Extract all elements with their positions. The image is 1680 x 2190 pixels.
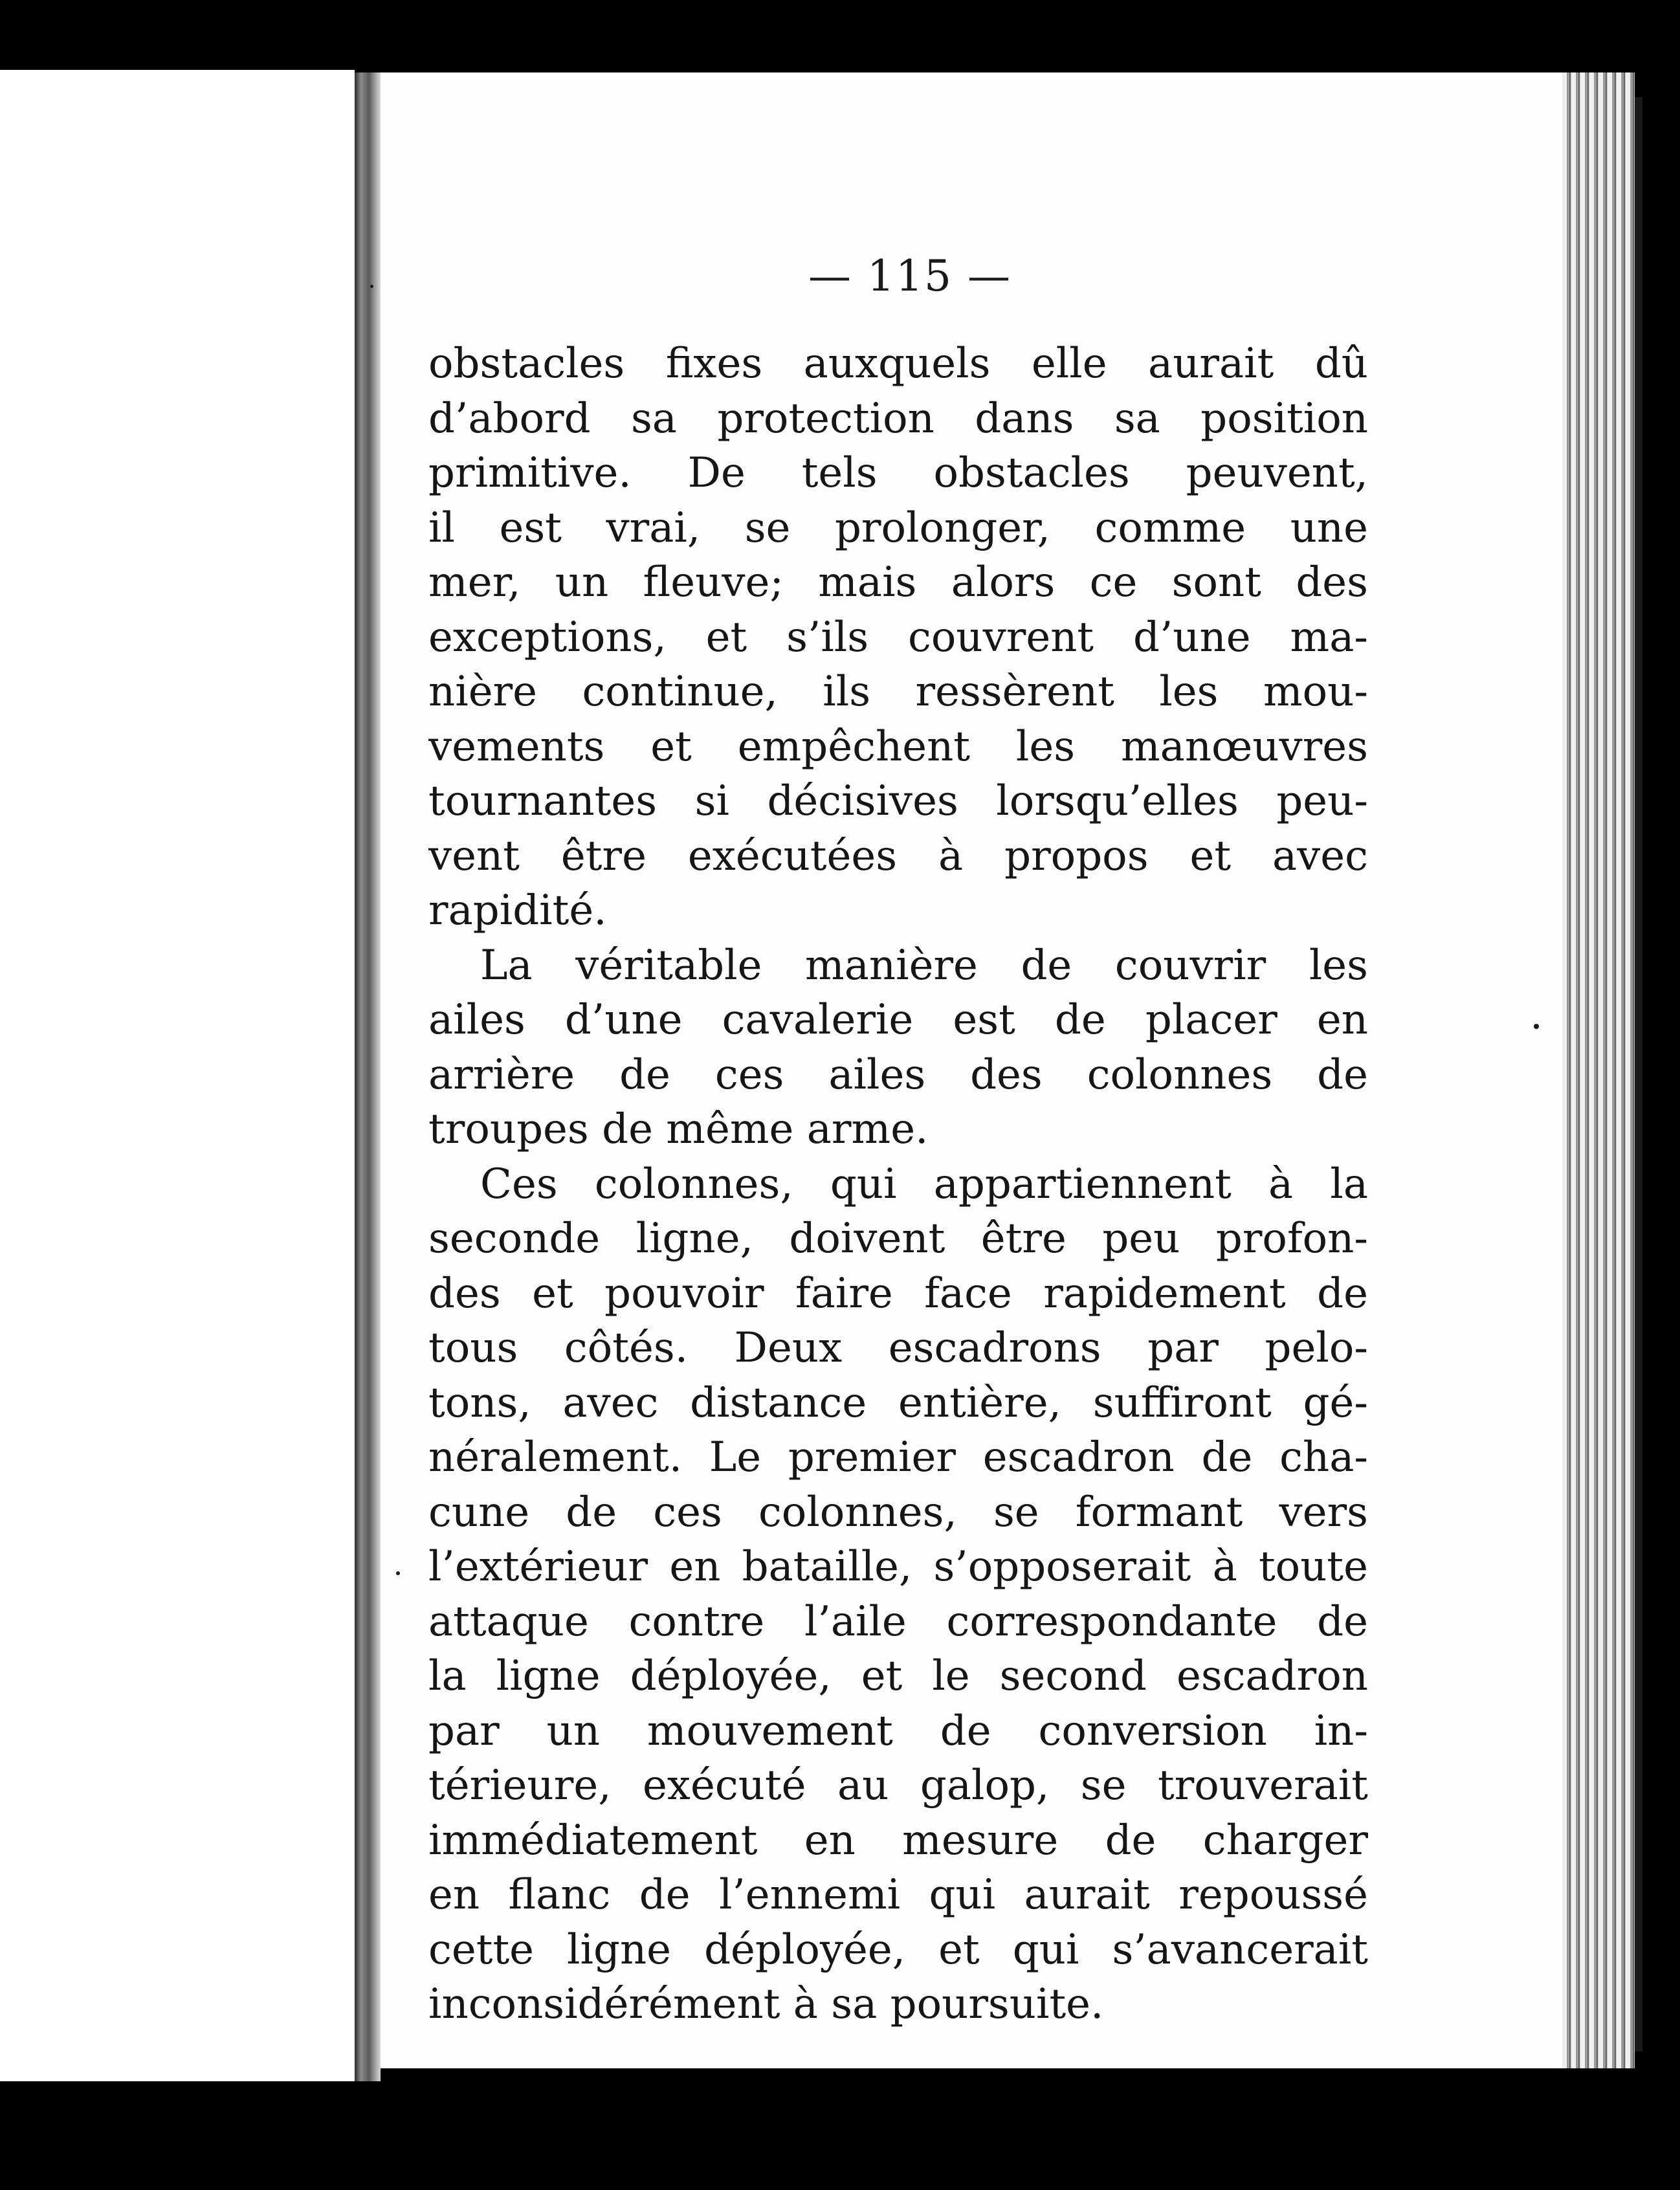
text-line: troupes de même arme. bbox=[428, 1105, 929, 1153]
dust-speck bbox=[370, 285, 373, 288]
body-text bbox=[428, 337, 1368, 2032]
text-line: Ces colonnes, qui appartiennent à la bbox=[480, 1160, 1368, 1208]
text-line: La véritable manière de couvrir les bbox=[480, 941, 1368, 990]
text-line: seconde ligne, doivent être peu profon- bbox=[428, 1215, 1368, 1263]
text-line: tons, avec distance entière, suffiront gé- bbox=[428, 1378, 1368, 1427]
text-line: cune de ces colonnes, se formant vers bbox=[428, 1488, 1368, 1536]
text-line: ailes d’une cavalerie est de placer en bbox=[428, 996, 1368, 1044]
text-line: nière continue, ils ressèrent les mou- bbox=[428, 668, 1368, 716]
text-line: tournantes si décisives lorsqu’elles peu- bbox=[428, 777, 1368, 825]
text-line: exceptions, et s’ils couvrent d’une ma- bbox=[428, 613, 1368, 661]
text-line: obstacles fixes auxquels elle aurait dû bbox=[428, 340, 1368, 388]
page-number: — 115 — bbox=[808, 251, 1011, 301]
text-line: mer, un fleuve; mais alors ce sont des bbox=[428, 559, 1368, 606]
dust-speck bbox=[396, 1571, 400, 1575]
text-line: cette ligne déployée, et qui s’avancerait bbox=[428, 1925, 1368, 1974]
text-line: des et pouvoir faire face rapidement de bbox=[428, 1269, 1368, 1318]
text-line: l’extérieur en bataille, s’opposerait à toute bbox=[428, 1543, 1368, 1591]
text-line: inconsidérément à sa poursuite. bbox=[428, 1980, 1104, 2028]
text-line: arrière de ces ailes des colonnes de bbox=[428, 1050, 1368, 1099]
text-line: néralement. Le premier escadron de cha- bbox=[428, 1433, 1368, 1481]
text-line: vent être exécutées à propos et avec bbox=[428, 832, 1368, 880]
text-line: tous côtés. Deux escadrons par pelo- bbox=[428, 1324, 1368, 1372]
dust-speck bbox=[1534, 1024, 1539, 1029]
text-line: la ligne déployée, et le second escadron bbox=[428, 1652, 1368, 1700]
text-line: primitive. De tels obstacles peuvent, bbox=[428, 449, 1368, 497]
page-edges-shadow bbox=[1635, 97, 1642, 2052]
text-line: immédiatement en mesure de charger bbox=[428, 1816, 1368, 1864]
text-line: térieure, exécuté au galop, se trouverait bbox=[428, 1762, 1368, 1809]
left-page-blank bbox=[0, 70, 355, 2081]
text-line: vements et empêchent les manœuvres bbox=[428, 722, 1368, 771]
text-line: rapidité. bbox=[428, 887, 607, 935]
text-line: il est vrai, se prolonger, comme une bbox=[428, 503, 1368, 552]
text-line: d’abord sa protection dans sa position bbox=[428, 394, 1368, 443]
page-edges bbox=[1562, 72, 1635, 2068]
text-line: par un mouvement de conversion in- bbox=[428, 1707, 1368, 1755]
text-line: en flanc de l’ennemi qui aurait repoussé bbox=[428, 1871, 1368, 1919]
text-line: attaque contre l’aile correspondante de bbox=[428, 1597, 1368, 1646]
book-gutter bbox=[355, 72, 381, 2081]
